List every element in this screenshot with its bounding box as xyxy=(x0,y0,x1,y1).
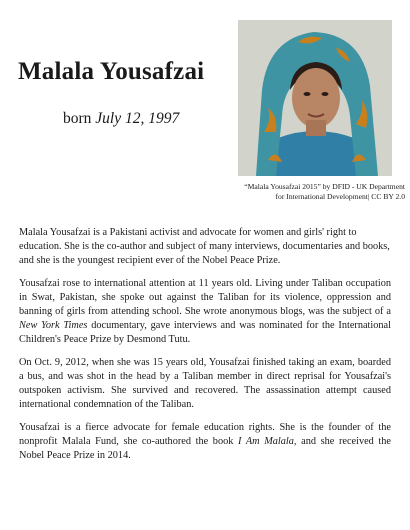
paragraph-intro: Malala Yousafzai is a Pakistani activist and advocate for women and girls' right to education. She is the co-author and subject of many interviews, documentaries and books, and she is the youngest recipient ever of the Nobel Peace Prize. xyxy=(19,227,390,266)
face xyxy=(292,68,340,128)
birth-date-line xyxy=(63,110,179,128)
neck xyxy=(306,120,326,136)
portrait-photo xyxy=(238,20,392,176)
birth-date: July 12, 1997 xyxy=(95,110,180,127)
nyt-title: New York Times xyxy=(19,320,88,331)
paragraph-early-activism xyxy=(19,277,391,347)
text-segment: and she received the Nobel Peace Prize in 2014. xyxy=(19,436,391,461)
book-title: I Am Malala, xyxy=(238,436,297,447)
biography-text xyxy=(19,226,391,472)
born-label: born xyxy=(63,110,96,127)
paragraph-attack: On Oct. 9, 2012, when she was 15 years old, Yousafzai finished taking an exam, boarded a bus, and was shot in the head by a Taliban member in direct reprisal for Yousafzai's outspoken activism. She survived and recovered. The assassination attempt caused international condemnation of the Taliban. xyxy=(19,357,391,410)
left-eye xyxy=(304,92,311,96)
portrait-illustration xyxy=(238,20,392,176)
text-segment: Yousafzai rose to international attention at 11 years old. Living under Taliban occupation in Swat, Pakistan, she spoke out against the Taliban for its violence, oppression and banning of girls from attending school. She wrote anonymous blogs, was the subject of a xyxy=(19,278,391,317)
page-title: Malala Yousafzai xyxy=(18,58,205,85)
right-eye xyxy=(322,92,329,96)
photo-caption xyxy=(190,182,405,202)
caption-line: for International Development| CC BY 2.0 xyxy=(275,192,405,201)
text-segment: documentary, gave interviews and was nominated for the International Children's Peace Prize by Desmond Tutu. xyxy=(19,320,391,345)
text-segment: Yousafzai is a fierce advocate for female education rights. She is the founder of the nonprofit Malala Fund, she co-authored the book xyxy=(19,422,391,447)
caption-line: “Malala Yousafzai 2015” by DFID - UK Department xyxy=(244,182,405,191)
paragraph-advocacy xyxy=(19,421,391,463)
